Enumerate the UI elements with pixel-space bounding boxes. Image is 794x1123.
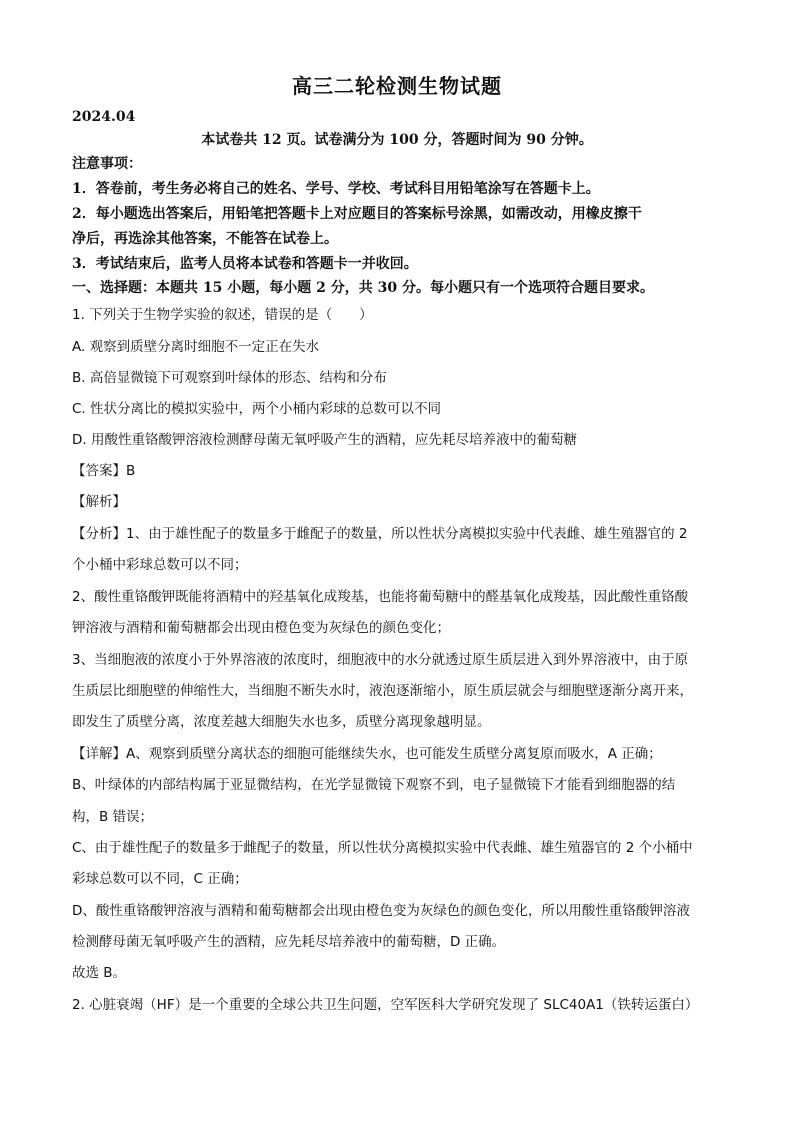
question-2-stem: 2. 心脏衰竭（HF）是一个重要的全球公共卫生问题，空军医科大学研究发现了 SLC40A1（铁转运蛋白） xyxy=(72,997,699,1013)
analysis-text-2: 个小桶中彩球总数可以不同； xyxy=(72,557,248,573)
detail-text-3: 构，B 错误； xyxy=(72,809,154,825)
detail-text-7: 检测酵母菌无氧呼吸产生的酒精，应先耗尽培养液中的葡萄糖，D 正确。 xyxy=(72,934,506,950)
question-1-stem: 1. 下列关于生物学实验的叙述，错误的是（ ） xyxy=(72,307,373,323)
analysis-text-6: 生质层比细胞壁的伸缩性大，当细胞不断失水时，液泡逐渐缩小，原生质层就会与细胞壁逐渐分离开来， xyxy=(72,683,693,699)
detail-text-1: 【详解】A、观察到质壁分离状态的细胞可能继续失水，也可能发生质壁分离复原而吸水，A 正确； xyxy=(72,746,662,762)
page-title: 高三二轮检测生物试题 xyxy=(292,74,502,98)
analysis-heading: 【解析】 xyxy=(72,494,126,510)
exam-date: 2024.04 xyxy=(72,109,136,125)
analysis-text-1: 【分析】1、由于雄性配子的数量多于雌配子的数量，所以性状分离模拟实验中代表雌、雄生殖器官的 2 xyxy=(72,526,688,542)
option-b: B. 高倍显微镜下可观察到叶绿体的形态、结构和分布 xyxy=(72,370,387,386)
note-item-2-line-1: 2．每小题选出答案后，用铅笔把答题卡上对应题目的答案标号涂黑，如需改动，用橡皮擦干 xyxy=(72,206,642,222)
answer-line: 【答案】B xyxy=(72,463,136,479)
detail-text-5: 彩球总数可以不同，C 正确； xyxy=(72,871,248,887)
conclusion-line: 故选 B。 xyxy=(72,965,127,981)
exam-intro: 本试卷共 12 页。试卷满分为 100 分，答题时间为 90 分钟。 xyxy=(201,132,593,148)
detail-text-4: C、由于雄性配子的数量多于雌配子的数量，所以性状分离模拟实验中代表雌、雄生殖器官的 2 个小桶中 xyxy=(72,840,693,856)
detail-text-2: B、叶绿体的内部结构属于亚显微结构，在光学显微镜下观察不到，电子显微镜下才能看到细胞器的结 xyxy=(72,777,676,793)
option-c: C. 性状分离比的模拟实验中，两个小桶内彩球的总数可以不同 xyxy=(72,401,442,417)
analysis-text-7: 即发生了质壁分离，浓度差越大细胞失水也多，质壁分离现象越明显。 xyxy=(72,714,491,730)
analysis-text-4: 钾溶液与酒精和葡萄糖都会出现由橙色变为灰绿色的颜色变化； xyxy=(72,620,450,636)
note-item-2-line-2: 净后，再选涂其他答案，不能答在试卷上。 xyxy=(72,231,338,247)
notes-heading: 注意事项： xyxy=(72,156,142,172)
option-d: D. 用酸性重铬酸钾溶液检测酵母菌无氧呼吸产生的酒精，应先耗尽培养液中的葡萄糖 xyxy=(72,432,577,448)
note-item-3: 3．考试结束后，监考人员将本试卷和答题卡一并收回。 xyxy=(72,256,418,272)
section-heading: 一、选择题：本题共 15 小题，每小题 2 分，共 30 分。每小题只有一个选项符合题目要求。 xyxy=(72,280,654,296)
note-item-1: 1．答卷前，考生务必将自己的姓名、学号、学校、考试科目用铅笔涂写在答题卡上。 xyxy=(72,181,600,197)
detail-text-6: D、酸性重铬酸钾溶液与酒精和葡萄糖都会出现由橙色变为灰绿色的颜色变化，所以用酸性重铬酸钾溶液 xyxy=(72,903,690,919)
analysis-text-5: 3、当细胞液的浓度小于外界溶液的浓度时，细胞液中的水分就透过原生质层进入到外界溶液中，由于原 xyxy=(72,652,689,668)
option-a: A. 观察到质壁分离时细胞不一定正在失水 xyxy=(72,339,320,355)
analysis-text-3: 2、酸性重铬酸钾既能将酒精中的羟基氧化成羧基，也能将葡萄糖中的醛基氧化成羧基，因此酸性重铬酸 xyxy=(72,589,689,605)
